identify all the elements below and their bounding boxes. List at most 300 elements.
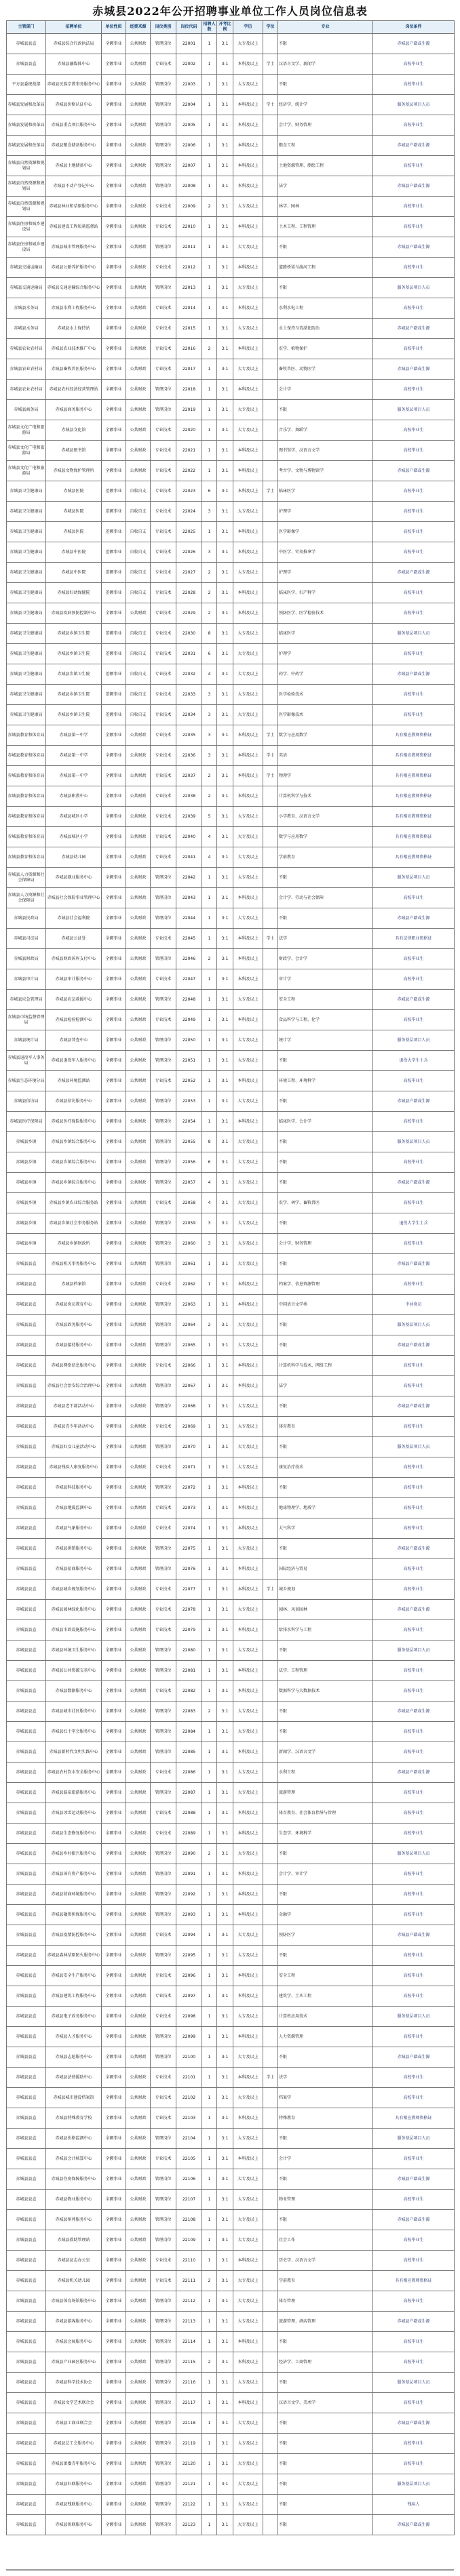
table-row	[7, 1661, 455, 1681]
table-cell: 3:1	[217, 1702, 233, 1722]
table-cell	[263, 2495, 278, 2515]
table-cell: 赤城县县直	[7, 1946, 46, 1966]
table-cell: 专业技术	[151, 807, 176, 827]
table-cell: 专业技术	[151, 319, 176, 339]
table-row	[7, 441, 455, 461]
table-cell: 赤城县乡镇卫生院	[46, 685, 102, 705]
table-cell: 学士	[263, 54, 278, 75]
table-cell: 大专及以上	[233, 2271, 263, 2291]
table-row	[7, 2352, 455, 2373]
table-cell: 公共财政	[126, 969, 151, 990]
table-cell: 1	[202, 115, 217, 136]
table-cell: 大专及以上	[233, 1091, 263, 1112]
table-cell: 2	[202, 2271, 217, 2291]
table-cell: 3:1	[217, 1763, 233, 1783]
table-cell: 高校毕业生	[373, 1356, 455, 1376]
table-cell: 大专及以上	[233, 847, 263, 868]
table-cell: 公共财政	[126, 441, 151, 461]
table-cell: 大专及以上	[233, 2291, 263, 2312]
table-cell: 22075	[176, 1539, 202, 1559]
table-cell: 1	[202, 1986, 217, 2007]
table-cell: 全额事业	[102, 2251, 126, 2271]
table-cell: 2	[202, 1315, 217, 1335]
table-cell: 本科及以上	[233, 1478, 263, 1498]
table-cell: 本科及以上	[233, 95, 263, 115]
table-cell: 22070	[176, 1437, 202, 1457]
table-cell: 服务基层项目人员	[373, 624, 455, 644]
table-cell: 全额事业	[102, 237, 126, 258]
table-cell: 2	[202, 197, 217, 217]
table-cell: 高校毕业生	[373, 1946, 455, 1966]
table-cell: 公共财政	[126, 827, 151, 847]
table-row	[7, 2271, 455, 2291]
table-cell: 全额事业	[102, 1702, 126, 1722]
table-cell: 赤城县户籍或生源	[373, 563, 455, 583]
table-row	[7, 1539, 455, 1559]
table-cell: 赤城县生态环境分局	[7, 1071, 46, 1091]
table-cell: 本科及以上	[233, 1112, 263, 1132]
table-cell: 赤城县乡镇	[7, 1213, 46, 1234]
table-cell: 全额事业	[102, 1539, 126, 1559]
table-cell: 数学与应用数学	[278, 827, 373, 847]
table-cell	[263, 1925, 278, 1946]
table-cell: 赤城县县直	[7, 2149, 46, 2169]
table-cell: 4	[202, 1193, 217, 1213]
table-cell: 全额事业	[102, 888, 126, 908]
table-cell	[263, 1091, 278, 1112]
table-cell: 专业技术	[151, 847, 176, 868]
table-cell: 高校毕业生	[373, 1234, 455, 1254]
table-cell	[263, 1315, 278, 1335]
table-cell: 全额事业	[102, 603, 126, 624]
table-cell: 全额事业	[102, 136, 126, 156]
table-cell: 赤城县第一中学	[46, 746, 102, 766]
table-cell: 公共财政	[126, 1518, 151, 1539]
table-row	[7, 1986, 455, 2007]
table-cell: 3:1	[217, 2454, 233, 2474]
table-row	[7, 847, 455, 868]
table-cell: 给排水科学与工程	[278, 1620, 373, 1641]
table-row	[7, 1641, 455, 1661]
table-cell: 大专及以上	[233, 319, 263, 339]
table-cell: 全额事业	[102, 54, 126, 75]
table-cell: 1	[202, 1518, 217, 1539]
table-cell: 经济学、工商管理	[278, 2352, 373, 2373]
table-cell: 赤城县民政局	[7, 908, 46, 929]
table-cell: 高校毕业生	[373, 1376, 455, 1396]
table-cell	[263, 2312, 278, 2332]
table-cell: 大专及以上	[233, 1132, 263, 1152]
table-cell: 赤城县县直	[7, 1641, 46, 1661]
table-cell: 3:1	[217, 685, 233, 705]
table-cell	[263, 2474, 278, 2495]
table-cell: 差额事业	[102, 542, 126, 563]
table-cell: 自收自支	[126, 502, 151, 522]
table-cell: 不限	[278, 1702, 373, 1722]
table-cell: 公共财政	[126, 1498, 151, 1518]
table-cell: 管理岗位	[151, 2169, 176, 2190]
table-cell: 全额事业	[102, 1396, 126, 1417]
table-cell: 管理岗位	[151, 2190, 176, 2210]
table-cell: 高校毕业生	[373, 522, 455, 542]
table-cell: 高校毕业生	[373, 380, 455, 400]
table-cell: 管理岗位	[151, 2352, 176, 2373]
table-cell: 赤城县卫生健康局	[7, 603, 46, 624]
table-cell: 高校毕业生	[373, 2190, 455, 2210]
table-cell: 3	[202, 725, 217, 746]
table-cell: 环境工程、环境科学	[278, 1071, 373, 1091]
table-cell: 赤城县农业农村局	[7, 359, 46, 380]
table-cell: 公共财政	[126, 1457, 151, 1478]
table-cell: 3:1	[217, 583, 233, 603]
table-cell: 大专及以上	[233, 1844, 263, 1864]
table-cell: 22044	[176, 908, 202, 929]
table-cell: 赤城县县直	[7, 2068, 46, 2088]
table-cell: 全额事业	[102, 258, 126, 278]
table-cell: 3:1	[217, 2352, 233, 2373]
table-cell	[263, 2047, 278, 2068]
table-row	[7, 420, 455, 441]
table-cell: 全额事业	[102, 2312, 126, 2332]
table-cell	[263, 969, 278, 990]
table-cell: 本科及以上	[233, 2352, 263, 2373]
table-cell: 全额事业	[102, 746, 126, 766]
table-cell: 2	[202, 583, 217, 603]
table-cell: 赤城县县直	[7, 1661, 46, 1681]
table-cell: 本科及以上	[233, 746, 263, 766]
table-cell: 自收自支	[126, 624, 151, 644]
table-cell: 3:1	[217, 441, 233, 461]
table-cell: 公共财政	[126, 258, 151, 278]
table-cell: 赤城县营商环境服务中心	[46, 1885, 102, 1905]
table-cell: 22033	[176, 685, 202, 705]
table-cell: 1	[202, 2068, 217, 2088]
table-cell: 3:1	[217, 1457, 233, 1478]
table-cell: 3:1	[217, 1803, 233, 1824]
table-cell: 高校毕业生	[373, 197, 455, 217]
table-row	[7, 1905, 455, 1925]
table-cell	[263, 949, 278, 969]
column-header: 开考比例	[217, 21, 233, 34]
table-cell	[263, 624, 278, 644]
table-cell: 1	[202, 2210, 217, 2230]
table-cell: 大专及以上	[233, 2129, 263, 2149]
table-cell: 3	[202, 542, 217, 563]
table-cell: 赤城县医疗保障局	[7, 1112, 46, 1132]
table-cell: 全额事业	[102, 1885, 126, 1905]
table-cell: 3:1	[217, 2007, 233, 2027]
table-cell	[263, 1396, 278, 1417]
table-cell: 不限	[278, 2495, 373, 2515]
table-cell: 公共财政	[126, 929, 151, 949]
table-cell: 旅游管理、酒店管理	[278, 2312, 373, 2332]
table-cell: 赤城县乡镇农业综合服务站	[46, 1193, 102, 1213]
table-cell: 全额事业	[102, 1600, 126, 1620]
table-cell: 高校毕业生	[373, 502, 455, 522]
table-cell: 公共财政	[126, 1539, 151, 1559]
table-cell: 全额事业	[102, 2230, 126, 2251]
table-cell: 临床医学	[278, 624, 373, 644]
table-cell: 服务基层项目人员	[373, 2129, 455, 2149]
table-cell: 3:1	[217, 2271, 233, 2291]
table-cell: 全额事业	[102, 2210, 126, 2230]
table-cell: 地球物理学、地质学	[278, 1498, 373, 1518]
table-cell: 公共财政	[126, 75, 151, 95]
table-cell: 公共财政	[126, 766, 151, 786]
table-cell: 不限	[278, 237, 373, 258]
table-cell: 赤城县接待服务中心	[46, 1335, 102, 1356]
table-cell: 3:1	[217, 1376, 233, 1396]
table-cell: 赤城县社会福利院	[46, 908, 102, 929]
table-cell: 赤城县县直	[7, 1457, 46, 1478]
table-cell: 服务基层项目人员	[373, 1030, 455, 1051]
table-cell: 管理岗位	[151, 1905, 176, 1925]
table-cell: 赤城县县直	[7, 2007, 46, 2027]
table-cell: 22121	[176, 2474, 202, 2495]
table-cell: 赤城县自然资源和规划局	[7, 197, 46, 217]
table-cell: 公共财政	[126, 420, 151, 441]
table-cell: 赤城县卫生健康局	[7, 644, 46, 664]
table-cell: 22067	[176, 1376, 202, 1396]
table-cell: 3:1	[217, 1112, 233, 1132]
table-cell: 管理岗位	[151, 908, 176, 929]
table-cell: 3:1	[217, 136, 233, 156]
table-cell: 赤城县县直	[7, 1559, 46, 1579]
table-cell: 赤城县普查中心	[46, 1030, 102, 1051]
table-cell: 2	[202, 1844, 217, 1864]
table-cell: 3:1	[217, 156, 233, 176]
table-cell: 管理岗位	[151, 1661, 176, 1681]
table-cell: 档案学	[278, 2088, 373, 2108]
table-cell: 管理岗位	[151, 990, 176, 1010]
table-row	[7, 2251, 455, 2271]
table-cell: 赤城县园林绿化服务中心	[46, 1600, 102, 1620]
table-cell: 自收自支	[126, 481, 151, 502]
table-cell: 1	[202, 990, 217, 1010]
table-cell: 1	[202, 1600, 217, 1620]
table-cell: 公共财政	[126, 1600, 151, 1620]
table-cell: 全额事业	[102, 1173, 126, 1193]
table-cell: 大专及以上	[233, 624, 263, 644]
table-cell: 高校毕业生	[373, 298, 455, 319]
table-cell: 赤城县县直	[7, 2393, 46, 2413]
table-cell: 3:1	[217, 2190, 233, 2210]
table-cell: 高校毕业生	[373, 1742, 455, 1763]
table-header	[7, 21, 455, 34]
table-row	[7, 1315, 455, 1335]
table-cell: 赤城县住房和城乡建设局	[7, 237, 46, 258]
table-cell: 大专及以上	[233, 705, 263, 725]
table-cell: 22022	[176, 461, 202, 481]
table-row	[7, 1783, 455, 1803]
table-cell: 高校毕业生	[373, 217, 455, 237]
table-cell: 高校毕业生	[373, 2332, 455, 2352]
table-cell: 3:1	[217, 1234, 233, 1254]
table-cell: 全额事业	[102, 1152, 126, 1173]
table-row	[7, 1173, 455, 1193]
table-cell: 3:1	[217, 2291, 233, 2312]
table-cell: 赤城县社会治安综合治理中心	[46, 1376, 102, 1396]
table-cell: 公共财政	[126, 807, 151, 827]
table-cell: 3	[202, 685, 217, 705]
table-cell: 赤城县乡镇社会事务服务站	[46, 1213, 102, 1234]
table-cell	[263, 908, 278, 929]
table-cell: 本科及以上	[233, 156, 263, 176]
table-cell: 22099	[176, 2027, 202, 2047]
table-cell: 赤城县就业服务中心	[46, 868, 102, 888]
table-cell: 22101	[176, 2068, 202, 2088]
table-cell: 3:1	[217, 1315, 233, 1335]
table-cell: 赤城县数据服务中心	[46, 1681, 102, 1702]
table-cell: 22041	[176, 847, 202, 868]
table-cell: 全额事业	[102, 807, 126, 827]
table-cell: 22011	[176, 237, 202, 258]
table-cell: 管理岗位	[151, 115, 176, 136]
table-cell: 22054	[176, 1112, 202, 1132]
table-cell: 差额事业	[102, 705, 126, 725]
table-cell	[263, 1864, 278, 1885]
table-cell	[263, 156, 278, 176]
table-cell: 赤城县乡镇综合服务中心	[46, 1173, 102, 1193]
table-cell: 全额事业	[102, 2291, 126, 2312]
table-row	[7, 827, 455, 847]
table-row	[7, 54, 455, 75]
table-cell: 公共财政	[126, 1844, 151, 1864]
table-cell: 大专及以上	[233, 1946, 263, 1966]
table-cell: 土地资源管理、测绘工程	[278, 156, 373, 176]
table-cell: 赤城县志愿服务中心	[46, 2047, 102, 2068]
table-cell: 赤城县县直	[7, 1925, 46, 1946]
table-cell: 赤城县气象服务中心	[46, 1518, 102, 1539]
table-cell: 公共财政	[126, 1071, 151, 1091]
table-cell: 22112	[176, 2291, 202, 2312]
table-cell: 赤城县中医院	[46, 563, 102, 583]
table-cell: 本科及以上	[233, 603, 263, 624]
table-cell: 高校毕业生	[373, 1498, 455, 1518]
table-cell: 专业技术	[151, 2088, 176, 2108]
table-cell: 旅游管理	[278, 1783, 373, 1803]
table-cell	[263, 603, 278, 624]
table-cell: 3:1	[217, 522, 233, 542]
table-cell: 专业技术	[151, 502, 176, 522]
table-cell: 3:1	[217, 1051, 233, 1071]
table-cell: 大专及以上	[233, 868, 263, 888]
table-cell: 食品科学与工程、化学	[278, 1010, 373, 1030]
table-cell: 高校毕业生	[373, 339, 455, 359]
table-cell: 农学、植物保护	[278, 339, 373, 359]
table-cell: 22057	[176, 1173, 202, 1193]
table-cell	[263, 75, 278, 95]
table-cell: 赤城县乡镇卫生院	[46, 644, 102, 664]
table-cell	[263, 502, 278, 522]
table-row	[7, 522, 455, 542]
table-cell: 3:1	[217, 2332, 233, 2352]
table-cell: 不限	[278, 278, 373, 298]
table-cell: 大专及以上	[233, 420, 263, 441]
table-cell: 全额事业	[102, 115, 126, 136]
table-cell: 赤城县价格认证中心	[46, 95, 102, 115]
table-cell: 公共财政	[126, 1763, 151, 1783]
table-row	[7, 1885, 455, 1905]
table-cell: 3:1	[217, 1783, 233, 1803]
table-cell: 不限	[278, 2210, 373, 2230]
table-cell: 赤城县农村饮水安全服务中心	[46, 1763, 102, 1783]
table-cell	[263, 319, 278, 339]
table-cell: 本科及以上	[233, 217, 263, 237]
table-cell: 赤城县退役军人事务局	[7, 1051, 46, 1071]
table-cell: 服务基层项目人员	[373, 95, 455, 115]
table-cell: 22001	[176, 34, 202, 54]
table-cell: 22074	[176, 1518, 202, 1539]
table-cell	[263, 583, 278, 603]
table-row	[7, 1620, 455, 1641]
column-header: 招聘人数	[202, 21, 217, 34]
table-cell: 赤城县乡镇卫生院	[46, 664, 102, 685]
table-cell	[263, 1518, 278, 1539]
table-cell: 管理岗位	[151, 156, 176, 176]
table-cell: 全额事业	[102, 2129, 126, 2149]
table-cell: 公共财政	[126, 1356, 151, 1376]
table-row	[7, 1763, 455, 1783]
table-cell	[263, 664, 278, 685]
table-cell: 城乡规划	[278, 1579, 373, 1600]
table-cell: 公共财政	[126, 1966, 151, 1986]
table-cell: 大专及以上	[233, 359, 263, 380]
table-cell: 3:1	[217, 705, 233, 725]
table-cell: 赤城县农业技术推广中心	[46, 339, 102, 359]
table-cell: 不限	[278, 400, 373, 420]
table-cell: 经济学、统计学	[278, 95, 373, 115]
table-cell: 管理岗位	[151, 1234, 176, 1254]
table-row	[7, 2495, 455, 2515]
table-cell: 高校毕业生	[373, 1417, 455, 1437]
table-cell: 22026	[176, 542, 202, 563]
table-cell: 1	[202, 380, 217, 400]
table-cell: 全额事业	[102, 1132, 126, 1152]
table-cell: 专业技术	[151, 1620, 176, 1641]
table-cell: 专业技术	[151, 1803, 176, 1824]
table-cell: 大专及以上	[233, 1335, 263, 1356]
table-cell: 全额事业	[102, 75, 126, 95]
table-cell: 22030	[176, 624, 202, 644]
table-cell: 3:1	[217, 2251, 233, 2271]
table-cell: 赤城县财政局	[7, 949, 46, 969]
table-cell: 不限	[278, 1885, 373, 1905]
table-cell: 赤城县县直	[7, 2352, 46, 2373]
table-cell: 高校毕业生	[373, 1824, 455, 1844]
table-row	[7, 2373, 455, 2393]
table-cell: 赤城县城区小学	[46, 807, 102, 827]
table-cell: 医学影像学	[278, 522, 373, 542]
table-cell	[263, 1559, 278, 1579]
table-cell: 公共财政	[126, 1112, 151, 1132]
table-cell	[263, 1051, 278, 1071]
table-cell: 4	[202, 664, 217, 685]
table-row	[7, 644, 455, 664]
table-row	[7, 603, 455, 624]
table-cell	[263, 807, 278, 827]
table-cell: 本科及以上	[233, 380, 263, 400]
table-cell: 本科及以上	[233, 339, 263, 359]
table-cell: 全额事业	[102, 1071, 126, 1091]
table-cell: 1	[202, 522, 217, 542]
table-cell: 高校毕业生	[373, 685, 455, 705]
table-cell: 本科及以上	[233, 115, 263, 136]
table-cell: 预防医学	[278, 1925, 373, 1946]
table-cell: 赤城县户籍或生源	[373, 2413, 455, 2434]
table-row	[7, 2515, 455, 2535]
table-cell: 22062	[176, 1274, 202, 1295]
